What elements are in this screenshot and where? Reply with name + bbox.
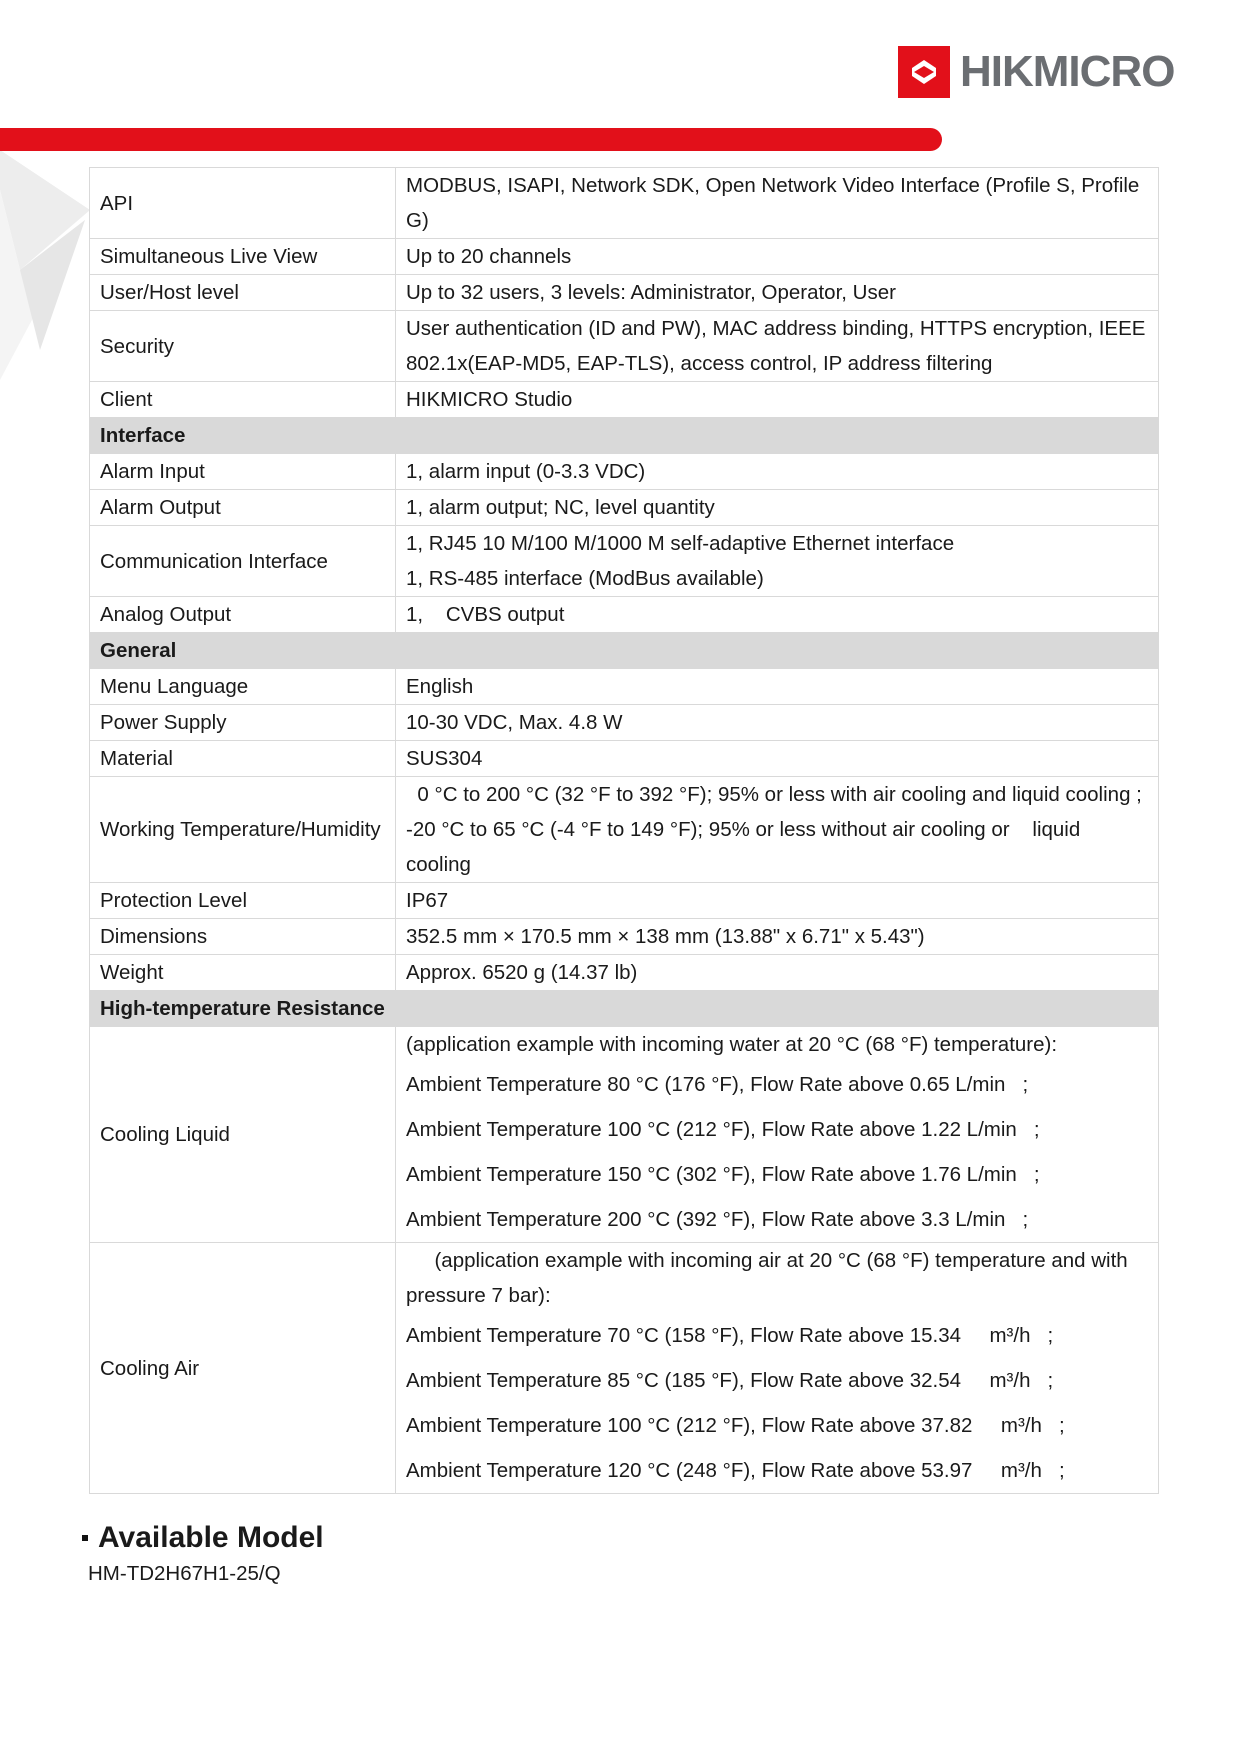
spec-value-line: MODBUS, ISAPI, Network SDK, Open Network Video Interface (Profile S, Profile G) — [406, 174, 1146, 232]
spec-value — [396, 955, 1159, 991]
spec-value — [396, 382, 1159, 418]
section-header-row — [90, 991, 1159, 1027]
section-title: Interface — [90, 418, 1159, 454]
spec-key: Dimensions — [90, 919, 396, 955]
spec-row — [90, 741, 1159, 777]
spec-value — [396, 705, 1159, 741]
spec-value — [396, 1027, 1159, 1243]
specification-table — [89, 167, 1159, 1494]
spec-value-line: 352.5 mm × 170.5 mm × 138 mm (13.88" x 6.71" x 5.43") — [406, 925, 925, 948]
spec-key: Weight — [90, 955, 396, 991]
spec-row — [90, 526, 1159, 597]
spec-row — [90, 168, 1159, 239]
spec-row — [90, 883, 1159, 919]
available-model-title: Available Model — [98, 1521, 324, 1554]
spec-value — [396, 490, 1159, 526]
spec-key: Alarm Input — [90, 454, 396, 490]
spec-value-line: Up to 32 users, 3 levels: Administrator, Operator, User — [406, 281, 896, 304]
spec-key: Power Supply — [90, 705, 396, 741]
spec-row — [90, 669, 1159, 705]
spec-key: Menu Language — [90, 669, 396, 705]
spec-value — [396, 454, 1159, 490]
spec-row — [90, 705, 1159, 741]
spec-row — [90, 919, 1159, 955]
spec-value — [396, 597, 1159, 633]
spec-value-line: 1, RS-485 interface (ModBus available) — [406, 567, 764, 590]
spec-value — [396, 239, 1159, 275]
header-red-bar — [0, 128, 942, 151]
spec-value-line: SUS304 — [406, 747, 483, 770]
spec-key: Cooling Air — [90, 1243, 396, 1494]
spec-key: Material — [90, 741, 396, 777]
spec-key: Client — [90, 382, 396, 418]
hikmicro-logo-icon — [898, 46, 950, 98]
spec-value-line: 0 °C to 200 °C (32 °F to 392 °F); 95% or less with air cooling and liquid cooling ; -20 °C to 65 °C (-4 °F to 149 °F); 95% or less without air cooling or liquid cooling — [406, 783, 1148, 876]
spec-value-line: (application example with incoming air at 20 °C (68 °F) temperature and with pressure 7 bar): — [406, 1249, 1134, 1307]
spec-key: Protection Level — [90, 883, 396, 919]
section-title: General — [90, 633, 1159, 669]
spec-key: API — [90, 168, 396, 239]
spec-value-line: HIKMICRO Studio — [406, 388, 573, 411]
spec-value — [396, 526, 1159, 597]
brand-logo — [898, 44, 1174, 100]
spec-row — [90, 1027, 1159, 1243]
spec-value — [396, 669, 1159, 705]
spec-key: Analog Output — [90, 597, 396, 633]
spec-value — [396, 919, 1159, 955]
spec-value — [396, 777, 1159, 883]
spec-key: Cooling Liquid — [90, 1027, 396, 1243]
spec-value — [396, 311, 1159, 382]
spec-row — [90, 454, 1159, 490]
spec-row — [90, 490, 1159, 526]
section-title: High-temperature Resistance — [90, 991, 1159, 1027]
spec-value — [396, 883, 1159, 919]
spec-row — [90, 597, 1159, 633]
spec-value-line: 1, CVBS output — [406, 603, 565, 626]
spec-value-line: Up to 20 channels — [406, 245, 572, 268]
spec-key: Communication Interface — [90, 526, 396, 597]
available-model-heading — [82, 1521, 324, 1555]
spec-value-line: 10-30 VDC, Max. 4.8 W — [406, 711, 623, 734]
spec-value-line: User authentication (ID and PW), MAC address binding, HTTPS encryption, IEEE 802.1x(EAP-MD5, EAP-TLS), access control, IP address filtering — [406, 317, 1152, 375]
spec-value-line: 1, alarm input (0-3.3 VDC) — [406, 460, 646, 483]
watermark-graphic — [0, 150, 100, 400]
spec-value — [396, 741, 1159, 777]
spec-value — [396, 275, 1159, 311]
spec-value-line: Ambient Temperature 100 °C (212 °F), Flow Rate above 1.22 L/min ; — [406, 1118, 1040, 1141]
spec-value-line: Ambient Temperature 80 °C (176 °F), Flow Rate above 0.65 L/min ; — [406, 1073, 1029, 1096]
spec-value-line: 1, alarm output; NC, level quantity — [406, 496, 715, 519]
spec-value-line: Ambient Temperature 70 °C (158 °F), Flow Rate above 15.34 m³/h ; — [406, 1324, 1054, 1347]
spec-value-line: Ambient Temperature 150 °C (302 °F), Flow Rate above 1.76 L/min ; — [406, 1163, 1040, 1186]
spec-row — [90, 1243, 1159, 1494]
spec-value-line: Approx. 6520 g (14.37 lb) — [406, 961, 638, 984]
spec-value — [396, 168, 1159, 239]
spec-key: Working Temperature/Humidity — [90, 777, 396, 883]
section-header-row — [90, 633, 1159, 669]
spec-value-line: IP67 — [406, 889, 449, 912]
spec-value-line: Ambient Temperature 120 °C (248 °F), Flow Rate above 53.97 m³/h ; — [406, 1459, 1065, 1482]
spec-value-line: Ambient Temperature 200 °C (392 °F), Flow Rate above 3.3 L/min ; — [406, 1208, 1029, 1231]
spec-row — [90, 955, 1159, 991]
spec-row — [90, 239, 1159, 275]
spec-row — [90, 275, 1159, 311]
spec-value-line: 1, RJ45 10 M/100 M/1000 M self-adaptive Ethernet interface — [406, 532, 955, 555]
spec-value-line: Ambient Temperature 100 °C (212 °F), Flow Rate above 37.82 m³/h ; — [406, 1414, 1065, 1437]
bullet-icon — [82, 1535, 88, 1541]
spec-value-line: English — [406, 675, 474, 698]
spec-value-line: Ambient Temperature 85 °C (185 °F), Flow Rate above 32.54 m³/h ; — [406, 1369, 1054, 1392]
available-model-value: HM-TD2H67H1-25/Q — [88, 1562, 281, 1585]
spec-row — [90, 311, 1159, 382]
spec-row — [90, 777, 1159, 883]
spec-value-line: (application example with incoming water at 20 °C (68 °F) temperature): — [406, 1033, 1058, 1056]
spec-key: User/Host level — [90, 275, 396, 311]
spec-value — [396, 1243, 1159, 1494]
section-header-row — [90, 418, 1159, 454]
spec-key: Alarm Output — [90, 490, 396, 526]
spec-row — [90, 382, 1159, 418]
spec-key: Security — [90, 311, 396, 382]
brand-name: HIKMICRO — [960, 47, 1175, 96]
spec-key: Simultaneous Live View — [90, 239, 396, 275]
